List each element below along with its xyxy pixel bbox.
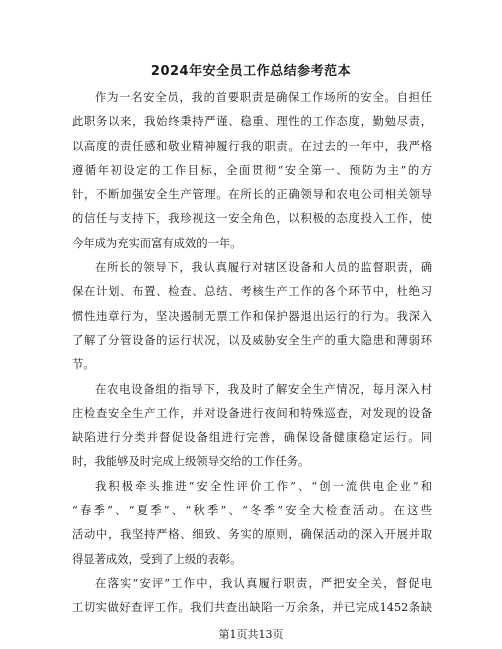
text-line: 以高度的责任感和敬业精神履行我的职责。在过去的一年中，我严格 bbox=[72, 139, 432, 153]
text-line: 惯性违章行为，坚决遏制无票工作和保护器退出运行的行为。我深入 bbox=[72, 309, 432, 323]
text-line: 遵循年初设定的工作目标，全面贯彻“安全第一、预防为主”的方 bbox=[72, 163, 432, 177]
page-footer: 第1页共13页 bbox=[218, 628, 284, 641]
text-line: 工切实做好查评工作。我们共查出缺陷一万余条，并已完成1452条缺 bbox=[72, 601, 432, 615]
text-line: 庄检查安全生产工作，并对设备进行夜间和特殊巡查，对发现的设备 bbox=[72, 406, 432, 420]
text-line: 了解了分管设备的运行状况，以及威胁安全生产的重大隐患和薄弱环 bbox=[72, 333, 432, 347]
text-line: 作为一名安全员，我的首要职责是确保工作场所的安全。自担任 bbox=[95, 91, 432, 104]
document-body bbox=[72, 86, 432, 621]
text-line: 此职务以来，我始终秉持严谨、稳重、理性的工作态度，勤勉尽责， bbox=[72, 115, 432, 129]
text-line: 针，不断加强安全生产管理。在所长的正确领导和农电公司相关领导 bbox=[72, 188, 432, 202]
text-line: 节。 bbox=[72, 358, 95, 372]
text-line: “春季”、“夏季”、“秋季”、“冬季”安全大检查活动。在这些 bbox=[72, 504, 432, 518]
text-line: 的信任与支持下，我珍视这一安全角色，以积极的态度投入工作，使 bbox=[72, 212, 432, 226]
text-line: 在落实“安评”工作中，我认真履行职责，严把安全关，督促电 bbox=[95, 576, 432, 590]
text-line: 活动中，我坚持严格、细致、务实的原则，确保活动的深入开展并取 bbox=[72, 528, 432, 542]
text-line: 时，我能够及时完成上级领导交给的工作任务。 bbox=[72, 455, 310, 469]
text-line: 在所长的领导下，我认真履行对辖区设备和人员的监督职责，确 bbox=[95, 261, 432, 275]
text-line: 今年成为充实而富有成效的一年。 bbox=[72, 236, 242, 250]
text-line: 在农电设备组的指导下，我及时了解安全生产情况，每月深入村 bbox=[95, 382, 432, 396]
text-line: 得显著成效，受到了上级的表彰。 bbox=[72, 552, 242, 566]
document-title: 2024年安全员工作总结参考范本 bbox=[150, 64, 352, 79]
text-line: 保在计划、布置、检查、总结、考核生产工作的各个环节中，杜绝习 bbox=[72, 285, 432, 299]
text-line: 我积极牵头推进“安全性评价工作”、“创一流供电企业”和 bbox=[95, 479, 432, 493]
text-line: 缺陷进行分类并督促设备组进行完善，确保设备健康稳定运行。同 bbox=[72, 431, 432, 445]
